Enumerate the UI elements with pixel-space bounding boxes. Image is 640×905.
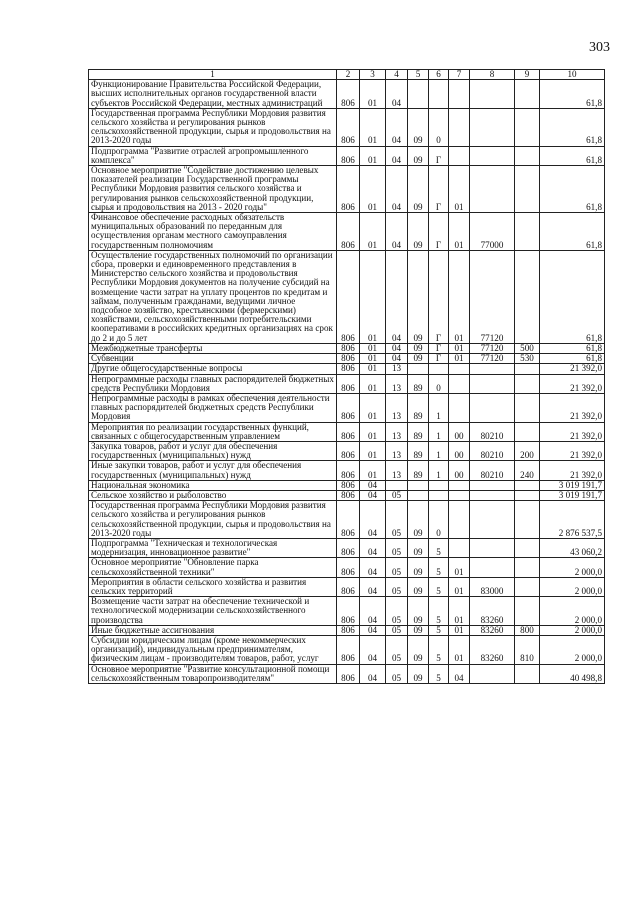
code-direction — [470, 80, 515, 109]
code-ministry: 806 — [337, 374, 360, 393]
code-expense-type — [515, 597, 540, 626]
code-subprogram: 0 — [429, 108, 449, 146]
code-expense-type — [515, 80, 540, 109]
code-direction: 77120 — [470, 343, 515, 353]
code-subsection: 05 — [386, 490, 408, 500]
code-subprogram: 1 — [429, 422, 449, 441]
code-program: 09 — [408, 501, 429, 539]
code-section: 01 — [360, 166, 386, 213]
header-row — [89, 70, 605, 80]
row-name: Закупка товаров, работ и услуг для обеспечения государственных (муниципальных) нужд — [89, 441, 337, 460]
code-subsection: 13 — [386, 364, 408, 374]
row-amount: 2 000,0 — [540, 635, 605, 664]
code-subsection: 04 — [386, 343, 408, 353]
code-activity: 00 — [449, 441, 470, 460]
code-activity — [449, 108, 470, 146]
code-subsection: 05 — [386, 538, 408, 557]
code-section: 01 — [360, 354, 386, 364]
table-row — [89, 597, 605, 626]
code-direction — [470, 664, 515, 683]
table-row — [89, 635, 605, 664]
code-section: 04 — [360, 625, 386, 635]
code-activity: 01 — [449, 577, 470, 596]
table-row — [89, 422, 605, 441]
code-activity — [449, 146, 470, 165]
code-expense-type: 810 — [515, 635, 540, 664]
code-program: 09 — [408, 625, 429, 635]
table-row — [89, 664, 605, 683]
code-direction: 80210 — [470, 441, 515, 460]
budget-table — [88, 69, 605, 684]
code-ministry: 806 — [337, 250, 360, 343]
code-direction — [470, 146, 515, 165]
code-subprogram — [429, 490, 449, 500]
code-program: 09 — [408, 664, 429, 683]
code-program: 09 — [408, 166, 429, 213]
row-amount: 2 876 537,5 — [540, 501, 605, 539]
code-ministry: 806 — [337, 441, 360, 460]
code-section: 04 — [360, 597, 386, 626]
code-section: 01 — [360, 422, 386, 441]
code-ministry: 806 — [337, 490, 360, 500]
row-name: Непрограммные расходы главных распорядителей бюджетных средств Республики Мордовия — [89, 374, 337, 393]
code-program: 09 — [408, 597, 429, 626]
code-subsection: 13 — [386, 393, 408, 422]
code-subsection: 13 — [386, 461, 408, 480]
row-name: Иные бюджетные ассигнования — [89, 625, 337, 635]
code-subsection: 05 — [386, 664, 408, 683]
code-ministry: 806 — [337, 393, 360, 422]
code-program: 09 — [408, 577, 429, 596]
code-ministry: 806 — [337, 480, 360, 490]
code-expense-type — [515, 490, 540, 500]
code-expense-type — [515, 480, 540, 490]
code-section: 01 — [360, 108, 386, 146]
code-subprogram: 5 — [429, 635, 449, 664]
code-ministry: 806 — [337, 461, 360, 480]
table-row — [89, 374, 605, 393]
code-subsection: 05 — [386, 635, 408, 664]
code-direction — [470, 538, 515, 557]
table-row — [89, 461, 605, 480]
code-subprogram: 5 — [429, 664, 449, 683]
row-amount: 61,8 — [540, 343, 605, 353]
code-section: 04 — [360, 490, 386, 500]
code-ministry: 806 — [337, 354, 360, 364]
code-expense-type — [515, 166, 540, 213]
code-program: 89 — [408, 422, 429, 441]
code-subsection: 13 — [386, 441, 408, 460]
code-direction: 80210 — [470, 461, 515, 480]
code-subsection: 13 — [386, 422, 408, 441]
code-subprogram: Г — [429, 250, 449, 343]
row-amount: 61,8 — [540, 146, 605, 165]
code-direction — [470, 490, 515, 500]
table-row — [89, 80, 605, 109]
code-subprogram: 5 — [429, 558, 449, 577]
row-amount: 3 019 191,7 — [540, 490, 605, 500]
code-direction: 83260 — [470, 597, 515, 626]
row-name: Субвенции — [89, 354, 337, 364]
code-section: 01 — [360, 374, 386, 393]
code-subprogram: Г — [429, 343, 449, 353]
code-subprogram: Г — [429, 166, 449, 213]
code-program — [408, 490, 429, 500]
table-row — [89, 480, 605, 490]
code-subsection: 04 — [386, 166, 408, 213]
row-name: Основное мероприятие "Содействие достижению целевых показателей реализации Государственной программы Республики Мордовия развития сельского хозяйства и регулирования рынков сельскохозяйственной продукции, сырья и продовольствия на 2013 - 2020 годы" — [89, 166, 337, 213]
code-direction — [470, 374, 515, 393]
code-subprogram: Г — [429, 213, 449, 251]
code-section: 01 — [360, 393, 386, 422]
code-subprogram — [429, 480, 449, 490]
code-ministry: 806 — [337, 364, 360, 374]
code-activity: 00 — [449, 422, 470, 441]
code-activity: 04 — [449, 664, 470, 683]
code-expense-type: 200 — [515, 441, 540, 460]
code-expense-type: 240 — [515, 461, 540, 480]
code-program: 89 — [408, 393, 429, 422]
code-activity: 00 — [449, 461, 470, 480]
row-amount: 21 392,0 — [540, 393, 605, 422]
code-section: 01 — [360, 80, 386, 109]
code-activity — [449, 364, 470, 374]
code-expense-type — [515, 146, 540, 165]
code-section: 04 — [360, 664, 386, 683]
code-ministry: 806 — [337, 166, 360, 213]
code-ministry: 806 — [337, 343, 360, 353]
code-ministry: 806 — [337, 538, 360, 557]
table-row — [89, 490, 605, 500]
code-subsection: 05 — [386, 501, 408, 539]
code-subprogram — [429, 80, 449, 109]
table-row — [89, 166, 605, 213]
row-name: Осуществление государственных полномочий по организации сбора, проверки и единовременного представления в Министерство сельского хозяйства и продовольствия Республики Мордовия документов на получение субсидий на возмещение части затрат на уплату процентов по кредитам и займам, полученным гражданами, ведущими личное подсобное хозяйство, крестьянскими (фермерскими) хозяйствами, сельскохозяйственными потребительскими кооперативами в российских кредитных организациях на срок до 2 и до 5 лет — [89, 250, 337, 343]
table-row — [89, 501, 605, 539]
code-program: 89 — [408, 374, 429, 393]
code-expense-type — [515, 538, 540, 557]
code-expense-type — [515, 364, 540, 374]
code-direction: 77120 — [470, 250, 515, 343]
row-amount: 2 000,0 — [540, 625, 605, 635]
table-row — [89, 146, 605, 165]
code-activity — [449, 480, 470, 490]
header-cell: 9 — [515, 70, 540, 80]
code-activity — [449, 80, 470, 109]
table-row — [89, 625, 605, 635]
code-section: 01 — [360, 213, 386, 251]
row-name: Непрограммные расходы в рамках обеспечения деятельности главных распорядителей бюджетных средств Республики Мордовия — [89, 393, 337, 422]
row-amount: 43 060,2 — [540, 538, 605, 557]
header-cell: 8 — [470, 70, 515, 80]
code-direction — [470, 501, 515, 539]
code-subsection: 05 — [386, 558, 408, 577]
code-activity: 01 — [449, 250, 470, 343]
row-name: Национальная экономика — [89, 480, 337, 490]
row-name: Государственная программа Республики Мордовия развития сельского хозяйства и регулирования рынков сельскохозяйственной продукции, сырья и продовольствия на 2013-2020 годы — [89, 501, 337, 539]
code-subprogram: 1 — [429, 461, 449, 480]
code-program: 09 — [408, 538, 429, 557]
code-subprogram: 0 — [429, 374, 449, 393]
code-program — [408, 480, 429, 490]
code-direction: 83260 — [470, 635, 515, 664]
code-subprogram: Г — [429, 146, 449, 165]
code-expense-type — [515, 250, 540, 343]
code-section: 01 — [360, 461, 386, 480]
code-activity: 01 — [449, 213, 470, 251]
code-section: 01 — [360, 146, 386, 165]
code-expense-type — [515, 108, 540, 146]
row-name: Мероприятия в области сельского хозяйства и развития сельских территорий — [89, 577, 337, 596]
row-amount: 21 392,0 — [540, 374, 605, 393]
table-row — [89, 558, 605, 577]
code-subsection: 05 — [386, 577, 408, 596]
code-direction — [470, 558, 515, 577]
code-program: 09 — [408, 558, 429, 577]
code-program: 89 — [408, 441, 429, 460]
table-row — [89, 213, 605, 251]
code-expense-type — [515, 664, 540, 683]
code-subsection: 05 — [386, 625, 408, 635]
table-row — [89, 441, 605, 460]
code-section: 04 — [360, 501, 386, 539]
row-name: Функционирование Правительства Российской Федерации, высших исполнительных органов государственной власти субъектов Российской Федерации, местных администраций — [89, 80, 337, 109]
code-direction: 77120 — [470, 354, 515, 364]
header-cell: 1 — [89, 70, 337, 80]
code-program: 09 — [408, 250, 429, 343]
code-activity — [449, 538, 470, 557]
table-row — [89, 354, 605, 364]
code-subprogram: 0 — [429, 501, 449, 539]
code-subsection: 04 — [386, 354, 408, 364]
table-row — [89, 577, 605, 596]
table-row — [89, 108, 605, 146]
table-row — [89, 393, 605, 422]
code-section: 01 — [360, 250, 386, 343]
code-subprogram: 1 — [429, 441, 449, 460]
code-expense-type: 800 — [515, 625, 540, 635]
header-cell: 2 — [337, 70, 360, 80]
code-expense-type — [515, 558, 540, 577]
row-name: Государственная программа Республики Мордовия развития сельского хозяйства и регулирования рынков сельскохозяйственной продукции, сырья и продовольствия на 2013-2020 годы — [89, 108, 337, 146]
code-expense-type — [515, 374, 540, 393]
code-subsection: 04 — [386, 108, 408, 146]
code-subsection: 04 — [386, 213, 408, 251]
row-amount: 2 000,0 — [540, 577, 605, 596]
row-amount: 21 392,0 — [540, 461, 605, 480]
code-ministry: 806 — [337, 213, 360, 251]
row-amount: 21 392,0 — [540, 422, 605, 441]
row-amount: 61,8 — [540, 80, 605, 109]
code-program: 09 — [408, 343, 429, 353]
code-ministry: 806 — [337, 577, 360, 596]
code-section: 04 — [360, 558, 386, 577]
header-cell: 5 — [408, 70, 429, 80]
row-name: Другие общегосударственные вопросы — [89, 364, 337, 374]
header-cell: 3 — [360, 70, 386, 80]
code-subsection: 05 — [386, 597, 408, 626]
code-ministry: 806 — [337, 625, 360, 635]
code-section: 04 — [360, 635, 386, 664]
code-direction — [470, 108, 515, 146]
row-amount: 3 019 191,7 — [540, 480, 605, 490]
code-program: 89 — [408, 461, 429, 480]
code-activity: 01 — [449, 354, 470, 364]
code-subprogram: 5 — [429, 625, 449, 635]
code-subsection: 04 — [386, 250, 408, 343]
code-direction: 83260 — [470, 625, 515, 635]
code-activity: 01 — [449, 343, 470, 353]
code-direction: 83000 — [470, 577, 515, 596]
code-ministry: 806 — [337, 664, 360, 683]
code-subprogram — [429, 364, 449, 374]
code-subprogram: 5 — [429, 538, 449, 557]
code-activity — [449, 490, 470, 500]
code-expense-type — [515, 393, 540, 422]
code-ministry: 806 — [337, 108, 360, 146]
row-name: Иные закупки товаров, работ и услуг для обеспечения государственных (муниципальных) нужд — [89, 461, 337, 480]
page-number: 303 — [589, 40, 610, 55]
row-name: Основное мероприятие "Обновление парка сельскохозяйственной техники" — [89, 558, 337, 577]
code-subsection: 04 — [386, 146, 408, 165]
code-section: 04 — [360, 577, 386, 596]
row-name: Подпрограмма "Развитие отраслей агропромышленного комплекса" — [89, 146, 337, 165]
code-expense-type — [515, 577, 540, 596]
code-program — [408, 364, 429, 374]
row-name: Межбюджетные трансферты — [89, 343, 337, 353]
row-name: Основное мероприятие "Развитие консультационной помощи сельскохозяйственным товаропроизводителям" — [89, 664, 337, 683]
code-activity: 01 — [449, 597, 470, 626]
code-direction — [470, 393, 515, 422]
code-ministry: 806 — [337, 597, 360, 626]
code-ministry: 806 — [337, 80, 360, 109]
row-amount: 2 000,0 — [540, 597, 605, 626]
row-amount: 21 392,0 — [540, 441, 605, 460]
row-amount: 61,8 — [540, 250, 605, 343]
row-amount: 61,8 — [540, 354, 605, 364]
code-program — [408, 80, 429, 109]
code-activity — [449, 501, 470, 539]
row-amount: 21 392,0 — [540, 364, 605, 374]
code-activity: 01 — [449, 166, 470, 213]
code-expense-type: 500 — [515, 343, 540, 353]
row-amount: 61,8 — [540, 166, 605, 213]
header-cell: 10 — [540, 70, 605, 80]
code-expense-type — [515, 501, 540, 539]
code-subprogram: Г — [429, 354, 449, 364]
code-program: 09 — [408, 146, 429, 165]
code-section: 01 — [360, 441, 386, 460]
code-direction: 80210 — [470, 422, 515, 441]
row-name: Возмещение части затрат на обеспечение технической и технологической модернизации сельскохозяйственного производства — [89, 597, 337, 626]
code-section: 01 — [360, 343, 386, 353]
code-ministry: 806 — [337, 501, 360, 539]
code-ministry: 806 — [337, 558, 360, 577]
code-activity: 01 — [449, 625, 470, 635]
code-direction — [470, 480, 515, 490]
code-subprogram: 5 — [429, 577, 449, 596]
code-section: 04 — [360, 538, 386, 557]
table-row — [89, 538, 605, 557]
code-expense-type: 530 — [515, 354, 540, 364]
row-name: Финансовое обеспечение расходных обязательств муниципальных образований по переданным для осуществления органам местного самоуправления государственным полномочиям — [89, 213, 337, 251]
code-program: 09 — [408, 108, 429, 146]
code-direction: 77000 — [470, 213, 515, 251]
code-activity — [449, 393, 470, 422]
code-subsection: 13 — [386, 374, 408, 393]
code-program: 09 — [408, 635, 429, 664]
row-name: Мероприятия по реализации государственных функций, связанных с общегосударственным управлением — [89, 422, 337, 441]
code-direction — [470, 364, 515, 374]
code-program: 09 — [408, 354, 429, 364]
code-subprogram: 5 — [429, 597, 449, 626]
row-name: Сельское хозяйство и рыболовство — [89, 490, 337, 500]
code-ministry: 806 — [337, 635, 360, 664]
code-expense-type — [515, 422, 540, 441]
code-activity — [449, 374, 470, 393]
header-cell: 4 — [386, 70, 408, 80]
code-activity: 01 — [449, 635, 470, 664]
row-amount: 40 498,8 — [540, 664, 605, 683]
header-cell: 6 — [429, 70, 449, 80]
row-name: Субсидии юридическим лицам (кроме некоммерческих организаций), индивидуальным предпринимателям, физическим лицам - производителям товаров, работ, услуг — [89, 635, 337, 664]
code-direction — [470, 166, 515, 213]
code-activity: 01 — [449, 558, 470, 577]
table-row — [89, 364, 605, 374]
code-ministry: 806 — [337, 422, 360, 441]
row-amount: 2 000,0 — [540, 558, 605, 577]
header-cell: 7 — [449, 70, 470, 80]
table-row — [89, 250, 605, 343]
code-ministry: 806 — [337, 146, 360, 165]
code-section: 04 — [360, 480, 386, 490]
code-expense-type — [515, 213, 540, 251]
table-row — [89, 343, 605, 353]
code-subsection: 04 — [386, 80, 408, 109]
row-name: Подпрограмма "Техническая и технологическая модернизация, инновационное развитие" — [89, 538, 337, 557]
code-program: 09 — [408, 213, 429, 251]
code-section: 01 — [360, 364, 386, 374]
row-amount: 61,8 — [540, 213, 605, 251]
code-subprogram: 1 — [429, 393, 449, 422]
code-subsection — [386, 480, 408, 490]
row-amount: 61,8 — [540, 108, 605, 146]
